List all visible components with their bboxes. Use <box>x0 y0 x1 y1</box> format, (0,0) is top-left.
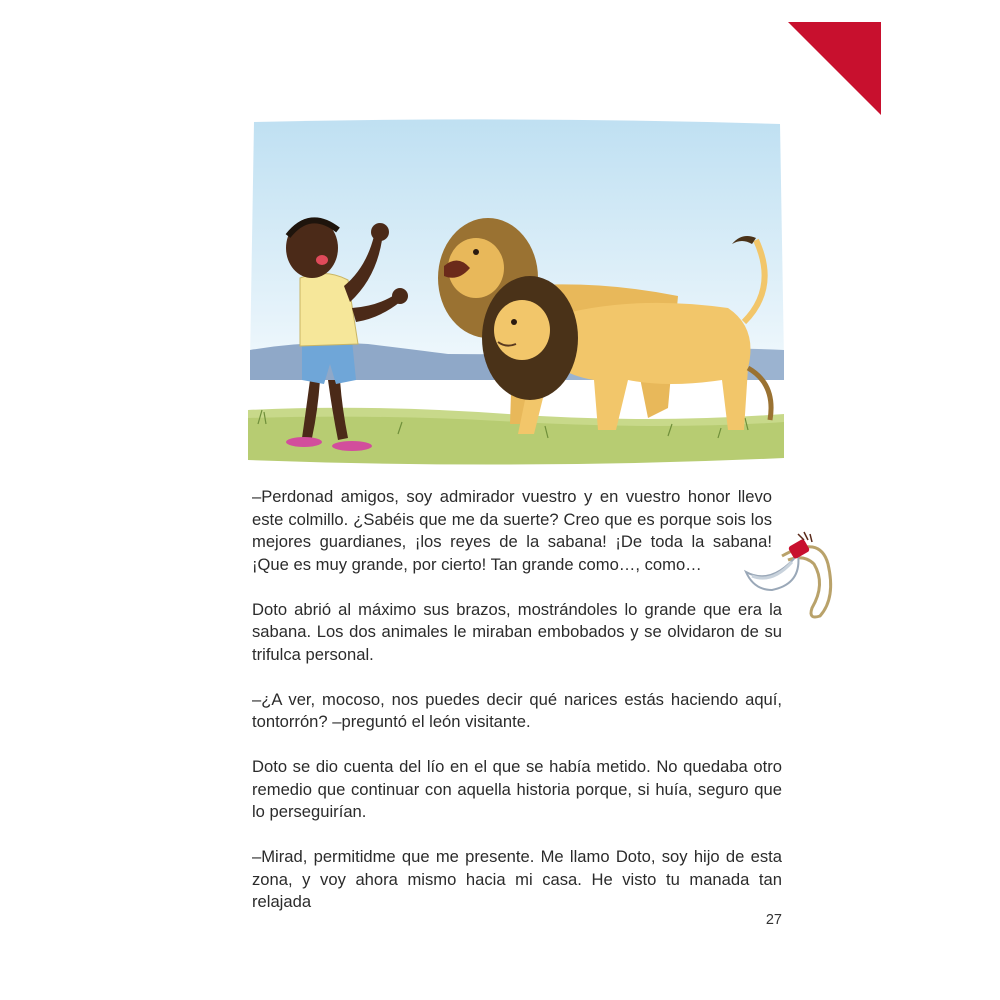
story-paragraph: Doto abrió al máximo sus brazos, mostrándoles lo grande que era la sabana. Los dos animales le miraban embobados y se olvidaron de su trifulca personal. <box>252 599 782 664</box>
story-paragraph: –¿A ver, mocoso, nos puedes decir qué narices estás haciendo aquí, tontorrón? –preguntó el león visitante. <box>252 689 782 731</box>
story-paragraph: –Mirad, permitidme que me presente. Me llamo Doto, soy hijo de esta zona, y voy ahora mismo hacia mi casa. He visto tu manada tan relajada <box>252 847 782 911</box>
story-text <box>252 486 782 914</box>
story-paragraph: Doto se dio cuenta del lío en el que se había metido. No quedaba otro remedio que continuar con aquella historia porque, si huía, seguro que lo perseguirían. <box>252 757 782 821</box>
corner-triangle-decoration <box>788 22 881 115</box>
fang-necklace-icon <box>742 524 838 622</box>
story-illustration <box>248 118 784 468</box>
story-paragraph: –Perdonad amigos, soy admirador vuestro y en vuestro honor llevo este colmillo. ¿Sabéis que me da suerte? Creo que es porque sois los mejores guardianes, ¡los reyes de la sabana! ¡De toda la sabana! ¡Que es muy grande, por cierto! Tan grande como…, como… <box>252 487 772 574</box>
page-number: 27 <box>765 912 782 928</box>
